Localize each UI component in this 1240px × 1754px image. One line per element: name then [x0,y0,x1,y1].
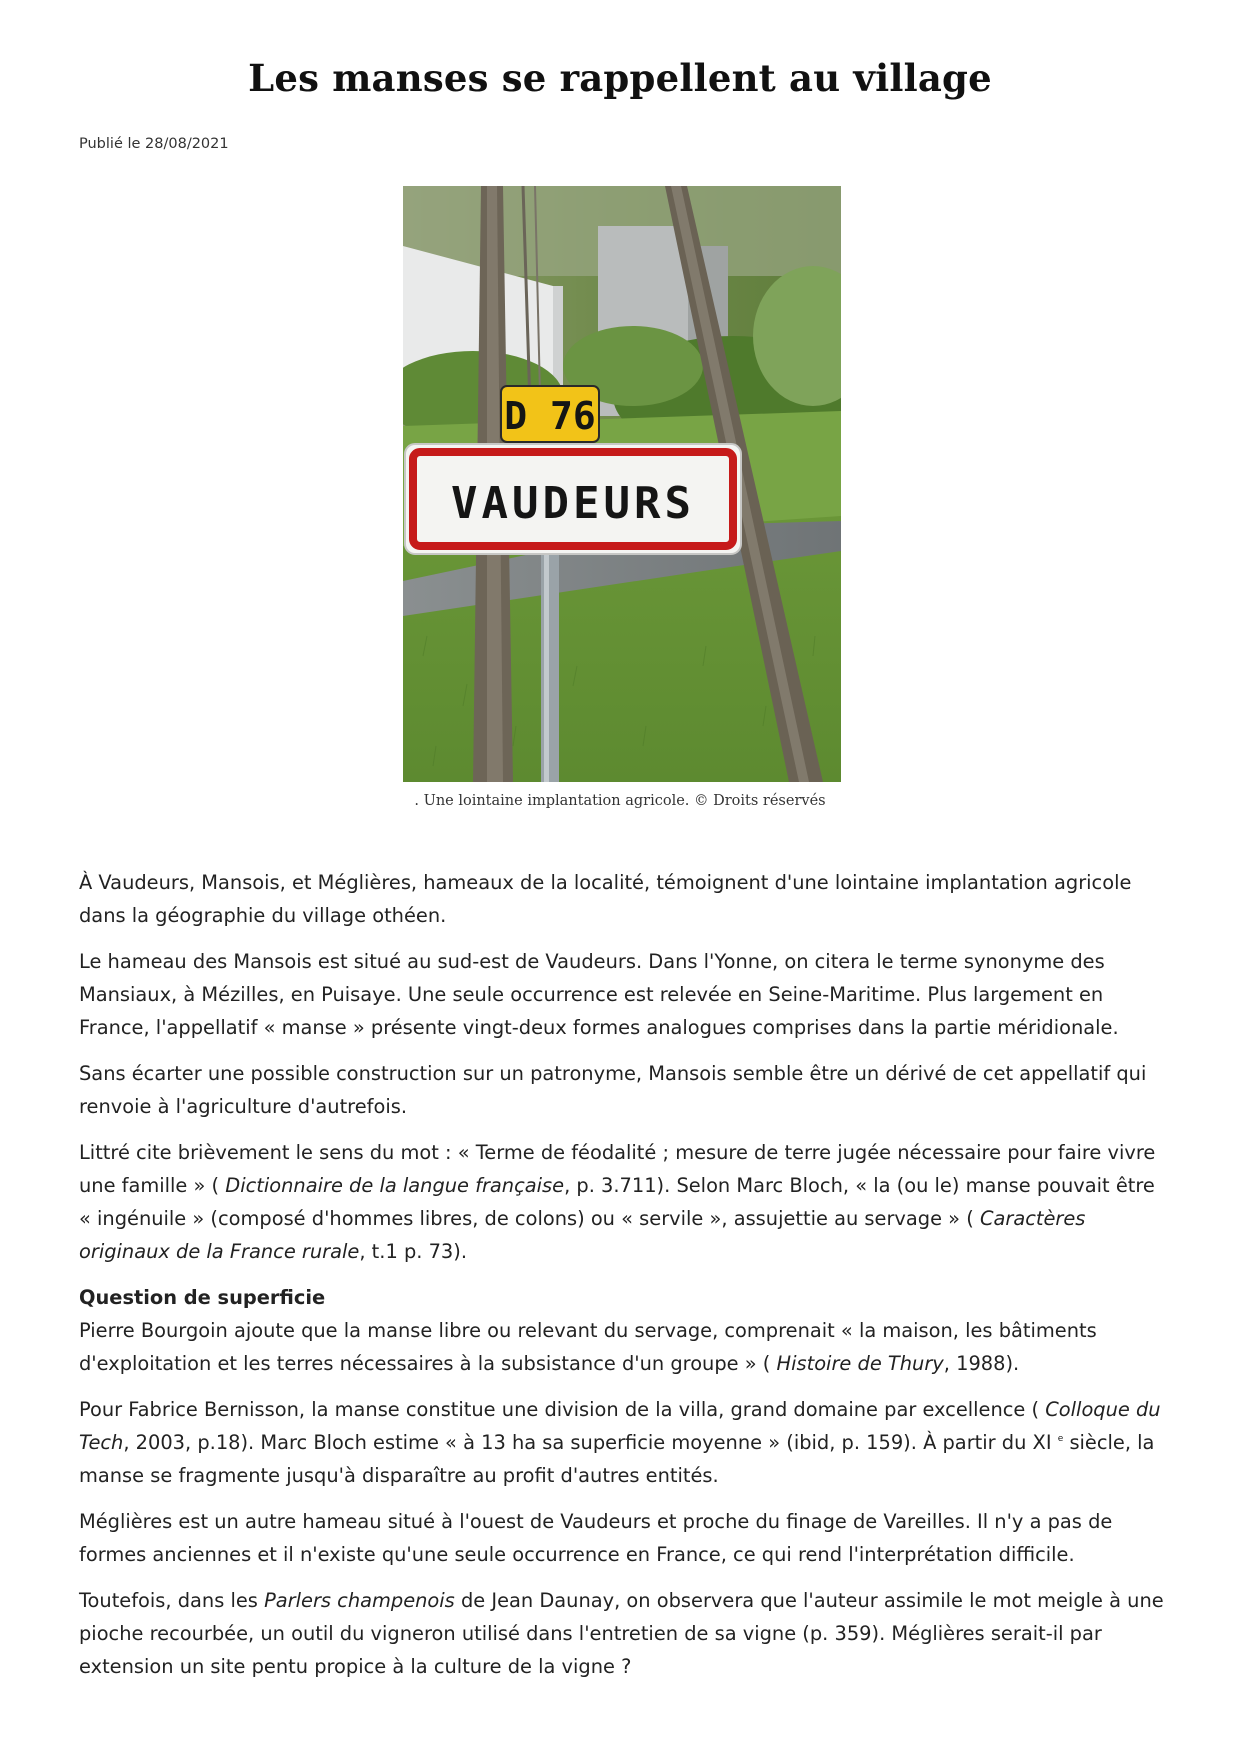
book-title: Dictionnaire de la langue française [225,1174,565,1197]
paragraph: Sans écarter une possible construction sur un patronyme, Mansois semble être un dérivé de cet appellatif qui renvoie à l'agriculture d'autrefois. [79,1062,1147,1118]
sign-route-label: D 76 [504,394,596,438]
article-title: Les manses se rappellent au village [248,56,992,100]
paragraph: Toutefois, dans les Parlers champenois de Jean Daunay, on observera que l'auteur assimile le mot meigle à une pioche recourbée, un outil du vigneron utilisé dans l'entretien de sa vigne (p. 359). Méglières serait-il par extension un site pentu propice à la culture de la vigne ? [79,1589,1164,1678]
paragraph: Pour Fabrice Bernisson, la manse constitue une division de la villa, grand domaine par excellence ( Colloque du Tech, 2003, p.18). Marc Bloch estime « à 13 ha sa superficie moyenne » (ibid, p. 159). À partir du XI $^e$ siècle, la manse se fragmente jusqu'à disparaître au profit d'autres entités. [79,1398,1161,1487]
paragraph: Le hameau des Mansois est situé au sud-est de Vaudeurs. Dans l'Yonne, on citera le terme synonyme des Mansiaux, à Mézilles, en Puisaye. Une seule occurrence est relevée en Seine-Maritime. Plus largement en France, l'appellatif « manse » présente vingt-deux formes analogues comprises dans la partie méridionale. [79,950,1119,1039]
paragraph: Question de superficie Pierre Bourgoin ajoute que la manse libre ou relevant du servage, comprenait « la maison, les bâtiments d'exploitation et les terres nécessaires à la subsistance d'un groupe » ( Histoire de Thury, 1988). [79,1281,1164,1380]
paragraph: Méglières est un autre hameau situé à l'ouest de Vaudeurs et proche du finage de Vareilles. Il n'y a pas de formes anciennes et il n'existe qu'une seule occurrence en France, ce qui rend l'interprétation difficile. [79,1510,1113,1566]
section-heading: Question de superficie [79,1286,326,1309]
photo-caption: . Une lointaine implantation agricole. © Droits réservés [414,793,826,809]
superscript: e [1057,1434,1064,1444]
article-body [79,866,1164,1696]
book-title: Histoire de Thury [776,1352,944,1375]
paragraph: À Vaudeurs, Mansois, et Méglières, hameaux de la localité, témoignent d'une lointaine implantation agricole dans la géographie du village othéen. [79,871,1132,927]
book-title: Parlers champenois [264,1589,455,1612]
book-title: Caractères originaux de la France rurale [79,1207,1086,1263]
sign-village-name: VAUDEURS [451,478,695,529]
publication-date: Publié le 28/08/2021 [79,136,229,152]
book-title: Colloque du Tech [79,1398,1161,1454]
paragraph: Littré cite brièvement le sens du mot : « Terme de féodalité ; mesure de terre jugée nécessaire pour faire vivre une famille » ( Dictionnaire de la langue française, p. 3.711). Selon Marc Bloch, « la (ou le) manse pouvait être « ingénuile » (composé d'hommes libres, de colons) ou « servile », assujettie au servage » ( Caractères originaux de la France rurale, t.1 p. 73). [79,1141,1156,1263]
